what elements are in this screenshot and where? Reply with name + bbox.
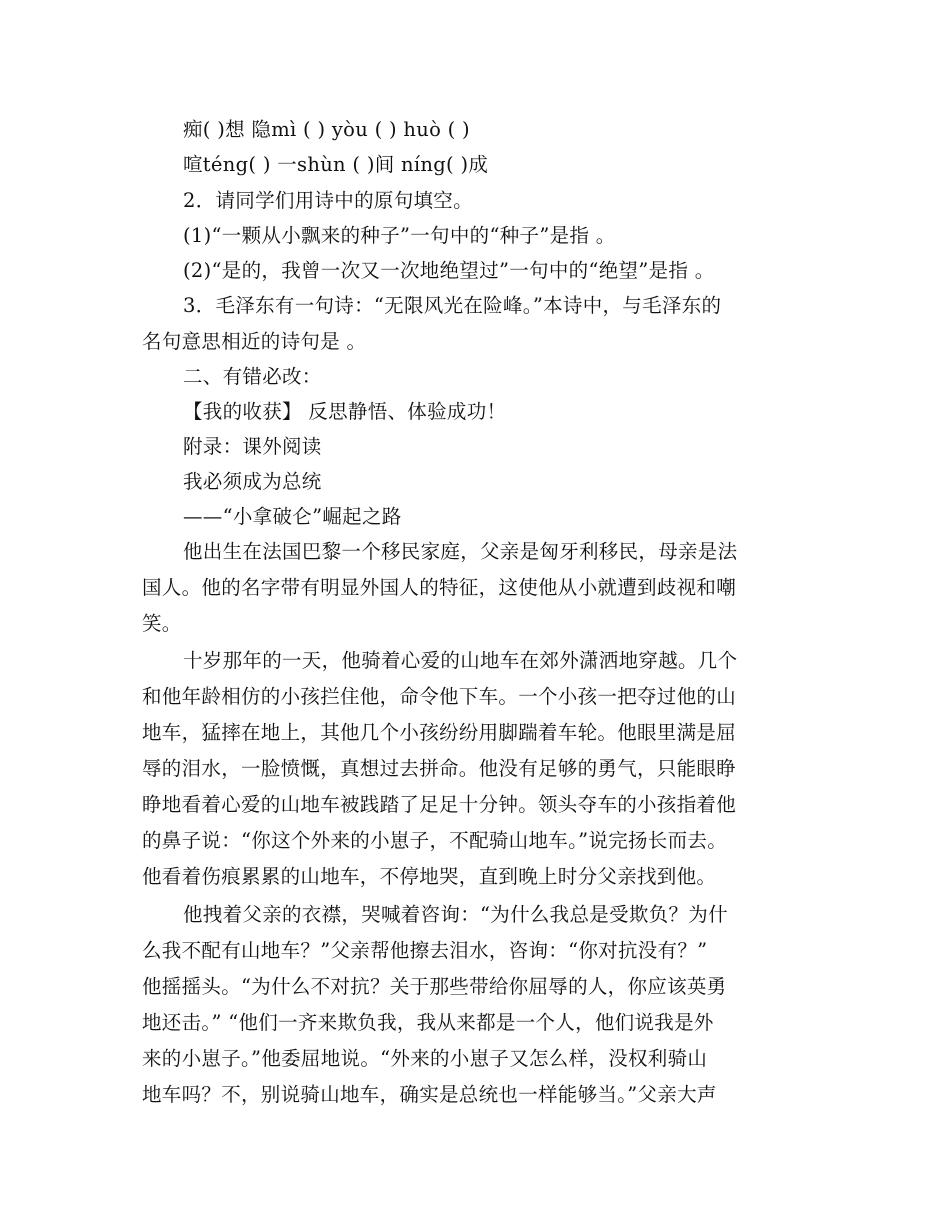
paragraph-line: 笑。: [142, 612, 182, 635]
section-heading-errors: 二、有错必改：: [183, 365, 322, 388]
story-title: 我必须成为总统: [183, 470, 322, 493]
paragraph-line: 睁地看着心爱的山地车被践踏了足足十分钟。领头夺车的小孩指着他: [142, 793, 737, 816]
story-subtitle: ——“小拿破仑”崛起之路: [183, 505, 402, 528]
paragraph-line: 他看着伤痕累累的山地车，不停地哭，直到晚上时分父亲找到他。: [142, 865, 717, 888]
question-3-line-1: 3．毛泽东有一句诗：“无限风光在险峰。”本诗中，与毛泽东的: [183, 294, 722, 317]
question-2-item-1: (1)“一颗从小飘来的种子”一句中的“种子”是指 。: [183, 224, 616, 247]
paragraph-line: 地还击。” “他们一齐来欺负我，我从来都是一个人，他们说我是外: [142, 1011, 714, 1034]
paragraph-line: 他拽着父亲的衣襟，哭喊着咨询：“为什么我总是受欺负？为什: [183, 903, 728, 926]
paragraph-line: 国人。他的名字带有明显外国人的特征，这使他从小就遭到歧视和嘲: [142, 576, 737, 599]
pinyin-row-1: 痴( )想 隐mì ( ) yòu ( ) huò ( ): [183, 118, 470, 141]
paragraph-line: 的鼻子说：“你这个外来的小崽子，不配骑山地车。”说完扬长而去。: [142, 829, 727, 852]
paragraph-line: 地车吗？不，别说骑山地车，确实是总统也一样能够当。”父亲大声: [142, 1083, 717, 1106]
paragraph-line: 辱的泪水，一脸愤慨，真想过去拼命。他没有足够的勇气，只能眼睁: [142, 757, 737, 780]
pinyin-row-2: 喧téng( ) 一shùn ( )间 níng( )成: [183, 153, 489, 176]
harvest-heading: 【我的收获】 反思静悟、体验成功！: [183, 400, 507, 423]
question-2-title: 2．请同学们用诗中的原句填空。: [183, 189, 473, 212]
paragraph-line: 么我不配有山地车？”父亲帮他擦去泪水，咨询：“你对抗没有？”: [142, 939, 708, 962]
paragraph-line: 来的小崽子。”他委屈地说。“外来的小崽子又怎么样，没权利骑山: [142, 1047, 708, 1070]
paragraph-line: 他摇摇头。“为什么不对抗？关于那些带给你屈辱的人，你应该英勇: [142, 975, 727, 998]
paragraph-line: 地车，猛摔在地上，其他几个小孩纷纷用脚踹着车轮。他眼里满是屈: [142, 721, 737, 744]
paragraph-line: 他出生在法国巴黎一个移民家庭，父亲是匈牙利移民，母亲是法: [183, 540, 738, 563]
question-3-line-2: 名句意思相近的诗句是 。: [142, 330, 367, 353]
appendix-label: 附录：课外阅读: [183, 435, 322, 458]
question-2-item-2: (2)“是的，我曾一次又一次地绝望过”一句中的“绝望”是指 。: [183, 259, 715, 282]
paragraph-line: 十岁那年的一天，他骑着心爱的山地车在郊外潇洒地穿越。几个: [183, 649, 738, 672]
paragraph-line: 和他年龄相仿的小孩拦住他，命令他下车。一个小孩一把夺过他的山: [142, 685, 737, 708]
